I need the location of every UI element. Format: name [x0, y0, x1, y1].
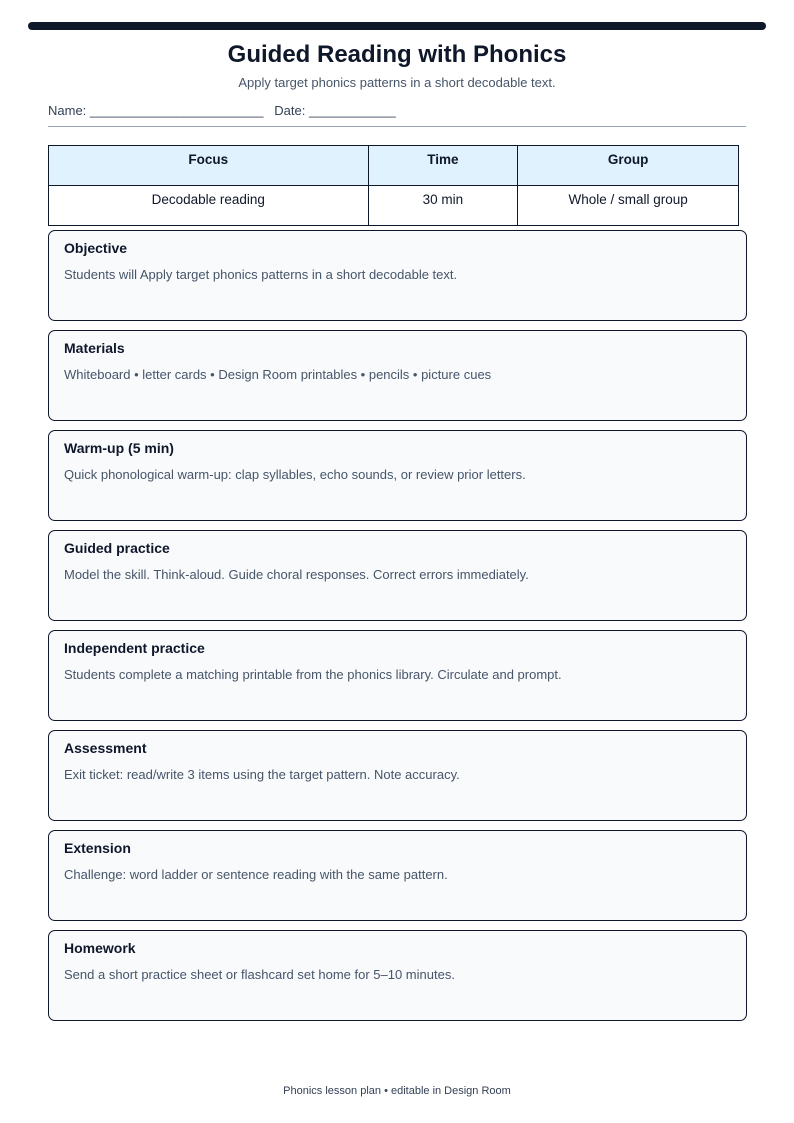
- section-title: Extension: [64, 840, 131, 856]
- section-body: Send a short practice sheet or flashcard set home for 5–10 minutes.: [64, 967, 455, 982]
- section-body: Exit ticket: read/write 3 items using the target pattern. Note accuracy.: [64, 767, 460, 782]
- header-divider: [48, 126, 746, 127]
- section-homework: [48, 930, 747, 1021]
- section-title: Guided practice: [64, 540, 170, 556]
- section-body: Students complete a matching printable from the phonics library. Circulate and prompt.: [64, 667, 562, 682]
- section-title: Homework: [64, 940, 136, 956]
- lesson-sections: [48, 230, 747, 1030]
- section-body: Model the skill. Think-aloud. Guide choral responses. Correct errors immediately.: [64, 567, 529, 582]
- date-blank: ____________: [309, 103, 396, 118]
- top-accent-bar: [28, 22, 766, 30]
- section-extension: [48, 830, 747, 921]
- column-header-group: Group: [518, 146, 739, 186]
- page-title: Guided Reading with Phonics: [227, 41, 567, 68]
- section-assessment: [48, 730, 747, 821]
- page-footer: Phonics lesson plan • editable in Design Room: [283, 1085, 511, 1097]
- cell-focus: Decodable reading: [49, 186, 369, 226]
- section-body: Challenge: word ladder or sentence reading with the same pattern.: [64, 867, 448, 882]
- section-independent-practice: [48, 630, 747, 721]
- lesson-info-table: [48, 145, 739, 226]
- section-title: Assessment: [64, 740, 147, 756]
- cell-group: Whole / small group: [518, 186, 739, 226]
- column-header-time: Time: [368, 146, 518, 186]
- table-header-row: [49, 146, 739, 186]
- section-title: Warm-up (5 min): [64, 440, 174, 456]
- section-body: Quick phonological warm-up: clap syllables, echo sounds, or review prior letters.: [64, 467, 526, 482]
- name-label: Name:: [48, 103, 87, 118]
- section-title: Independent practice: [64, 640, 205, 656]
- table-row: [49, 186, 739, 226]
- section-warm-up: [48, 430, 747, 521]
- section-body: Whiteboard • letter cards • Design Room printables • pencils • picture cues: [64, 367, 492, 382]
- cell-time: 30 min: [368, 186, 518, 226]
- name-blank: ________________________: [89, 103, 264, 118]
- column-header-focus: Focus: [49, 146, 369, 186]
- section-title: Materials: [64, 340, 125, 356]
- section-objective: [48, 230, 747, 321]
- date-label: Date:: [274, 103, 306, 118]
- name-date-line: [48, 103, 396, 119]
- section-body: Students will Apply target phonics patterns in a short decodable text.: [64, 267, 458, 282]
- section-title: Objective: [64, 240, 128, 256]
- page-subtitle: Apply target phonics patterns in a short decodable text.: [238, 75, 556, 90]
- section-guided-practice: [48, 530, 747, 621]
- section-materials: [48, 330, 747, 421]
